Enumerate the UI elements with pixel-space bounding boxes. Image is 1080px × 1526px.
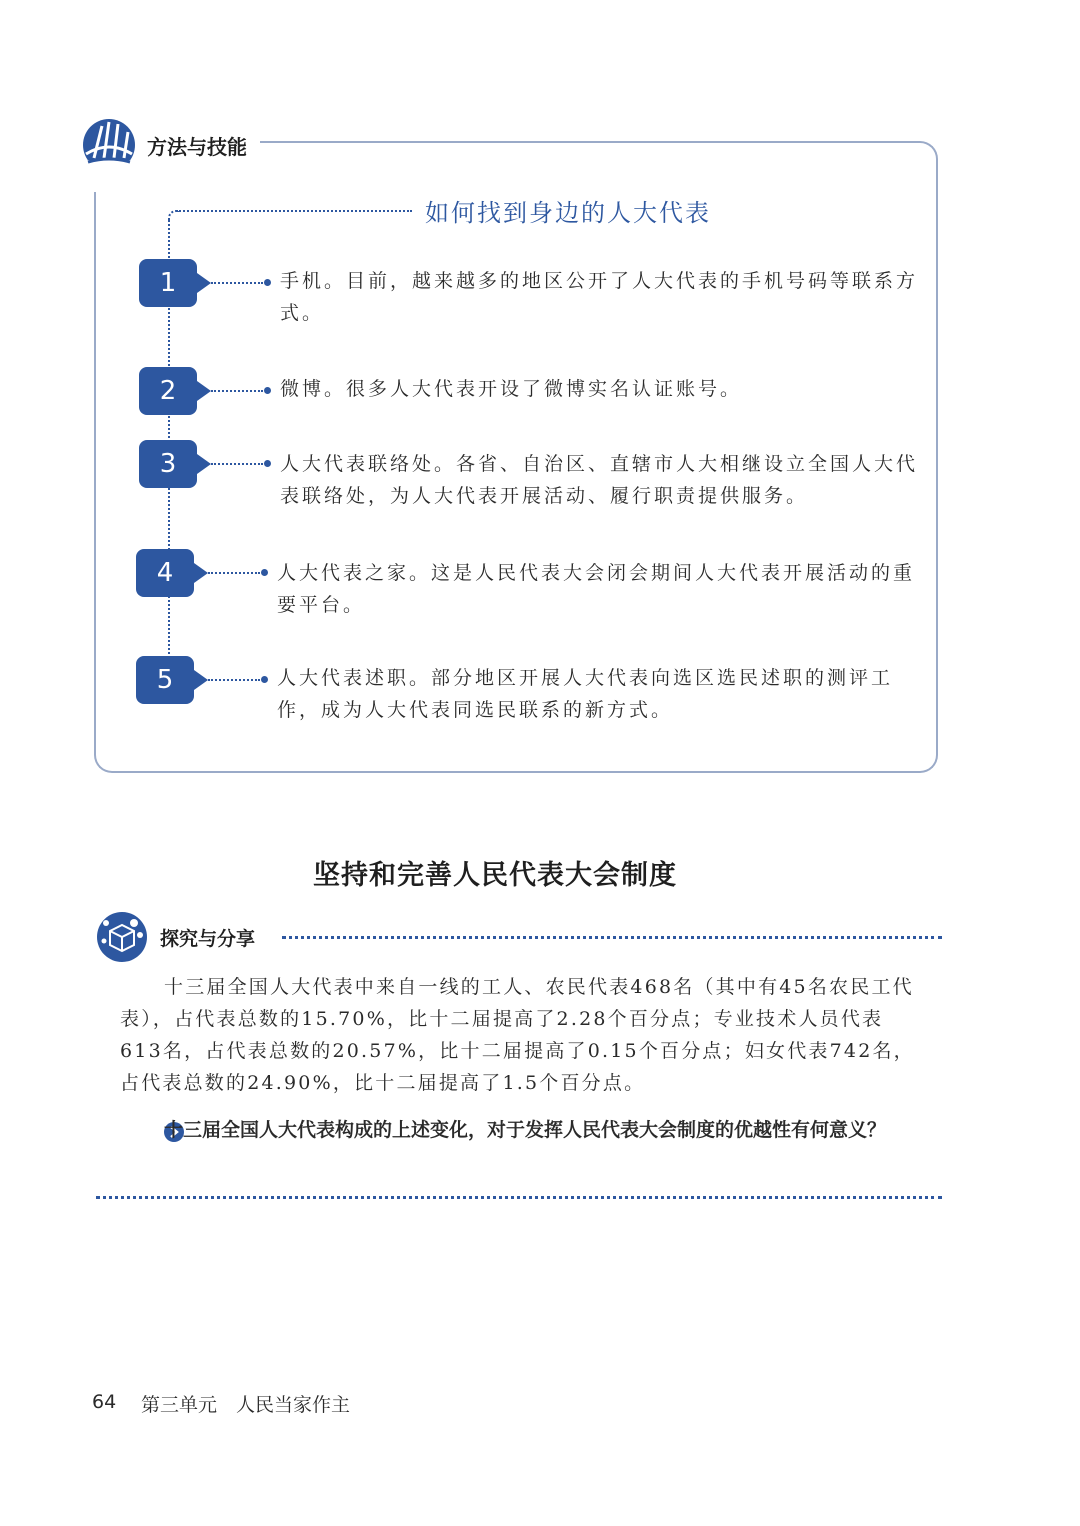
method-skills-label: 方法与技能 xyxy=(147,135,247,159)
step-connector xyxy=(211,463,263,465)
explore-paragraph: 十三届全国人大代表中来自一线的工人、农民代表468名（其中有45名农民工代表），占代表总数的15.70%，比十二届提高了2.28个百分点；专业技术人员代表613名，占代表总数的20.57%，比十二届提高了0.15个百分点；妇女代表742名，占代表总数的24.90%，比十二届提高了1.5个百分点。 xyxy=(120,976,915,1094)
step-dot xyxy=(261,676,268,683)
step-connector xyxy=(208,572,260,574)
dotted-line-top xyxy=(176,210,412,212)
step-dot xyxy=(264,279,271,286)
step-connector xyxy=(211,390,263,392)
explore-share-logo-icon xyxy=(96,911,148,963)
explore-question: 十三届全国人大代表构成的上述变化，对于发挥人民代表大会制度的优越性有何意义？ xyxy=(164,1119,887,1141)
section-heading: 坚持和完善人民代表大会制度 xyxy=(313,860,677,891)
method-skills-logo-icon xyxy=(82,118,136,172)
footer-unit-title: 第三单元 人民当家作主 xyxy=(141,1394,351,1416)
dotted-divider-bottom xyxy=(96,1196,942,1199)
page-number: 64 xyxy=(92,1391,117,1413)
step-text-1: 手机。目前，越来越多的地区公开了人大代表的手机号码等联系方式。 xyxy=(280,270,919,324)
box-border-top xyxy=(260,141,920,143)
explore-share-label: 探究与分享 xyxy=(160,928,256,950)
step-connector xyxy=(211,282,263,284)
step-badge-2: 2 xyxy=(139,367,197,415)
step-dot xyxy=(264,460,271,467)
step-connector xyxy=(208,679,260,681)
step-text-5: 人大代表述职。部分地区开展人大代表向选区选民述职的测评工作，成为人大代表同选民联系的新方式。 xyxy=(277,667,894,721)
box-border-corner xyxy=(900,141,938,179)
dotted-divider-top xyxy=(282,936,942,939)
step-dot xyxy=(261,569,268,576)
step-dot xyxy=(264,387,271,394)
box-border-left xyxy=(94,192,116,773)
step-badge-1: 1 xyxy=(139,259,197,307)
step-badge-3: 3 xyxy=(139,440,197,488)
step-text-3: 人大代表联络处。各省、自治区、直辖市人大相继设立全国人大代表联络处，为人大代表开展活动、履行职责提供服务。 xyxy=(280,453,919,507)
step-badge-4: 4 xyxy=(136,549,194,597)
step-badge-5: 5 xyxy=(136,656,194,704)
step-text-2: 微博。很多人大代表开设了微博实名认证账号。 xyxy=(280,378,743,400)
step-text-4: 人大代表之家。这是人民代表大会闭会期间人大代表开展活动的重要平台。 xyxy=(277,562,916,616)
box-title: 如何找到身边的人大代表 xyxy=(425,199,711,227)
